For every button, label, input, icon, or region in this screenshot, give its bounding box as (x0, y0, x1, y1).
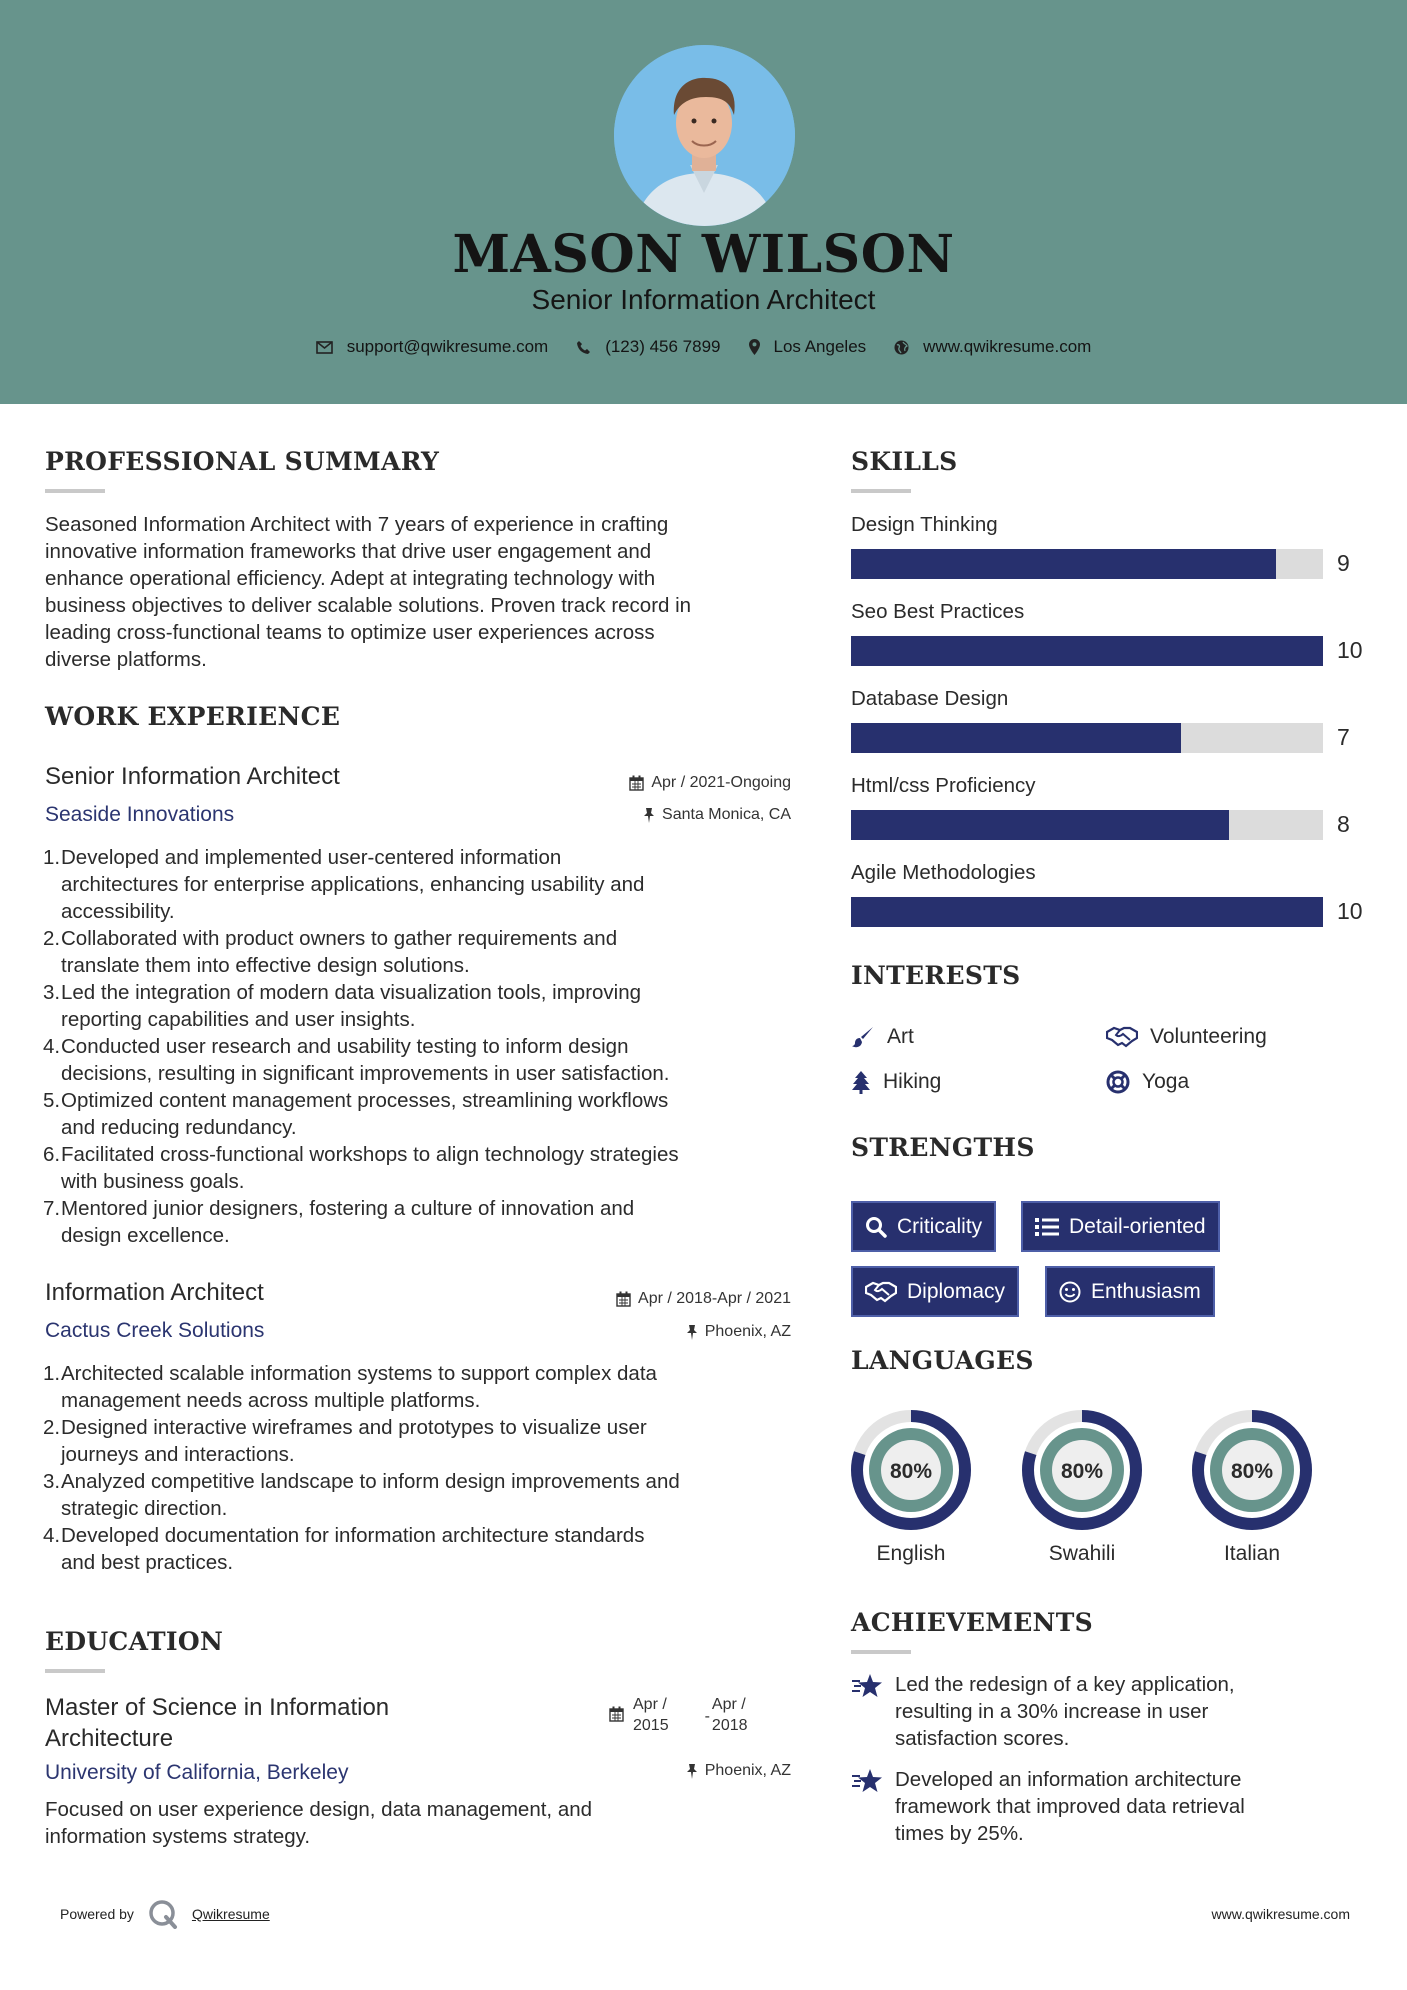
header-band (0, 0, 1407, 404)
education-heading: EDUCATION (45, 1627, 224, 1656)
strengths-heading: STRENGTHS (851, 1133, 1035, 1162)
language-name: Italian (1223, 1542, 1281, 1565)
handshake-icon (865, 1281, 897, 1303)
strength-chip-detail-oriented (1021, 1201, 1220, 1252)
skill-bar-track (851, 723, 1323, 753)
education-location-text: Phoenix, AZ (704, 1762, 791, 1779)
achievement-text (895, 1766, 1245, 1847)
list-text: Collaborated with product owners to gather requirements and (61, 927, 618, 950)
paintbrush-icon (851, 1025, 875, 1049)
contact-phone-text: (123) 456 7899 (605, 337, 721, 356)
smile-icon (1059, 1281, 1081, 1303)
summary-line: innovative information frameworks that drive user engagement and (45, 540, 652, 563)
strength-chip-diplomacy (851, 1266, 1019, 1317)
list-item (43, 1549, 680, 1576)
achievements-rule (851, 1650, 911, 1654)
summary-text (45, 511, 691, 673)
degree-line: Architecture (45, 1725, 174, 1752)
list-text: accessibility. (61, 900, 175, 923)
interest-hiking (851, 1070, 941, 1094)
list-number (43, 1222, 61, 1249)
list-number: 5. (43, 1089, 61, 1112)
date-end (712, 1694, 748, 1736)
languages-heading: LANGUAGES (851, 1346, 1034, 1375)
interest-label: Hiking (883, 1070, 942, 1093)
language-item (1190, 1408, 1314, 1565)
calendar-icon (609, 1706, 624, 1722)
list-text: management needs across multiple platforms. (61, 1389, 481, 1412)
skill-value: 10 (1337, 898, 1363, 924)
list-number: 6. (43, 1143, 61, 1166)
degree-title (45, 1692, 389, 1754)
list-text: and best practices. (61, 1551, 234, 1574)
job-location (686, 1323, 791, 1341)
star-icon (851, 1673, 883, 1699)
calendar-icon (616, 1291, 631, 1307)
pushpin-icon (686, 1324, 698, 1340)
strength-chip-enthusiasm (1045, 1266, 1215, 1317)
list-number (43, 1114, 61, 1141)
strength-label: Diplomacy (907, 1279, 1006, 1303)
language-name: Swahili (1048, 1542, 1116, 1565)
language-percent: 80% (1060, 1460, 1104, 1483)
list-number (43, 1006, 61, 1033)
skills-heading: SKILLS (851, 447, 958, 476)
degree-line: Master of Science in Information (45, 1694, 390, 1721)
list-text: journeys and interactions. (61, 1443, 295, 1466)
skill-value: 7 (1337, 724, 1350, 750)
list-number (43, 1441, 61, 1468)
achievement-line: Led the redesign of a key application, (895, 1673, 1235, 1696)
date-start-year: 2015 (633, 1717, 669, 1734)
school-name: University of California, Berkeley (45, 1761, 349, 1784)
list-number: 4. (43, 1524, 61, 1547)
list-item (43, 979, 679, 1006)
list-item (43, 1468, 680, 1495)
skill-bar-fill (851, 810, 1229, 840)
job-company: Seaside Innovations (45, 803, 235, 826)
skill-bar-track (851, 549, 1323, 579)
skill-label: Html/css Proficiency (851, 774, 1036, 797)
list-item (43, 1141, 679, 1168)
summary-line: diverse platforms. (45, 648, 207, 671)
list-item (43, 1387, 680, 1414)
job-location (643, 806, 791, 824)
list-number: 7. (43, 1197, 61, 1220)
date-start (633, 1694, 669, 1736)
job-date (629, 774, 791, 792)
list-text: Designed interactive wireframes and prototypes to visualize user (61, 1416, 647, 1439)
interest-yoga (1106, 1070, 1189, 1094)
achievement-line: satisfaction scores. (895, 1727, 1070, 1750)
list-item (43, 1006, 679, 1033)
candidate-name: MASON WILSON (452, 224, 955, 285)
job-company: Cactus Creek Solutions (45, 1319, 265, 1342)
interest-label: Yoga (1142, 1070, 1190, 1093)
job-title: Senior Information Architect (45, 763, 340, 790)
summary-line: business objectives to deliver scalable solutions. Proven track record in (45, 594, 692, 617)
footer-powered-by (60, 1899, 270, 1929)
achievements-heading: ACHIEVEMENTS (851, 1608, 1093, 1637)
powered-by-label: Powered by (60, 1906, 134, 1922)
work-heading: WORK EXPERIENCE (45, 702, 341, 731)
language-ring (849, 1408, 973, 1532)
list-number: 4. (43, 1035, 61, 1058)
date-separator: - (704, 1708, 710, 1725)
list-number (43, 871, 61, 898)
candidate-role: Senior Information Architect (531, 284, 876, 315)
date-end-year: 2018 (711, 1717, 748, 1734)
contact-phone[interactable] (576, 337, 720, 357)
list-item (43, 1360, 680, 1387)
education-desc-line: Focused on user experience design, data management, and (45, 1798, 593, 1821)
list-item (43, 1168, 679, 1195)
language-item (849, 1408, 973, 1565)
interests-heading: INTERESTS (851, 961, 1021, 990)
list-number (43, 952, 61, 979)
summary-line: Seasoned Information Architect with 7 years of experience in crafting (45, 513, 669, 536)
list-item (43, 1522, 680, 1549)
skill-label: Seo Best Practices (851, 600, 1025, 623)
education-location (686, 1762, 791, 1780)
skill-bar-track (851, 810, 1323, 840)
skill-value: 9 (1337, 550, 1350, 576)
achievement-text (895, 1671, 1235, 1752)
list-text: decisions, resulting in significant improvements in user satisfaction. (61, 1062, 670, 1085)
list-text: Facilitated cross-functional workshops to align technology strategies (61, 1143, 679, 1166)
list-text: Developed documentation for information architecture standards (61, 1524, 645, 1547)
skill-bar-fill (851, 549, 1276, 579)
list-text: Mentored junior designers, fostering a culture of innovation and (61, 1197, 635, 1220)
job-location-text: Santa Monica, CA (662, 806, 791, 823)
achievement-line: resulting in a 30% increase in user (895, 1700, 1209, 1723)
list-text: Optimized content management processes, streamlining workflows (61, 1089, 669, 1112)
skill-label: Agile Methodologies (851, 861, 1036, 884)
language-ring (1020, 1408, 1144, 1532)
list-number (43, 1060, 61, 1087)
list-number: 2. (43, 927, 61, 950)
map-pin-icon (749, 339, 760, 355)
list-item (43, 1222, 679, 1249)
list-number (43, 898, 61, 925)
list-number: 1. (43, 846, 61, 869)
language-percent: 80% (889, 1460, 933, 1483)
list-item (43, 1033, 679, 1060)
list-text: Led the integration of modern data visualization tools, improving (61, 981, 642, 1004)
language-name: English (876, 1542, 946, 1565)
list-number: 2. (43, 1416, 61, 1439)
list-text: translate them into effective design solutions. (61, 954, 470, 977)
list-item (43, 925, 679, 952)
strength-label: Detail-oriented (1069, 1214, 1206, 1238)
pushpin-icon (686, 1763, 698, 1779)
achievement-line: framework that improved data retrieval (895, 1795, 1245, 1818)
strength-label: Criticality (897, 1214, 983, 1238)
list-text: reporting capabilities and user insights. (61, 1008, 416, 1031)
achievement-line: Developed an information architecture (895, 1768, 1242, 1791)
education-date (609, 1694, 748, 1736)
list-item (43, 1441, 680, 1468)
list-item (43, 898, 679, 925)
search-icon (865, 1216, 887, 1238)
list-item (43, 1414, 680, 1441)
qwikresume-link[interactable]: Qwikresume (191, 1906, 270, 1922)
summary-rule (45, 489, 105, 493)
pushpin-icon (643, 807, 655, 823)
date-end-month: Apr / (711, 1696, 746, 1713)
contact-website-text: www.qwikresume.com (923, 337, 1092, 356)
lifebuoy-icon (1106, 1070, 1130, 1094)
list-text: architectures for enterprise applications, enhancing usability and (61, 873, 645, 896)
education-desc-line: information systems strategy. (45, 1825, 311, 1848)
list-item (43, 844, 679, 871)
date-start-month: Apr / (633, 1696, 667, 1713)
job-date (616, 1290, 791, 1308)
achievement-line: times by 25%. (895, 1822, 1024, 1845)
interest-art (851, 1025, 914, 1049)
contact-website[interactable] (894, 337, 1091, 357)
interest-label: Art (887, 1025, 914, 1048)
job-location-text: Phoenix, AZ (704, 1323, 791, 1340)
language-ring (1190, 1408, 1314, 1532)
envelope-icon (316, 341, 333, 354)
summary-heading: PROFESSIONAL SUMMARY (45, 447, 440, 476)
skill-bar-fill (851, 723, 1181, 753)
contact-email[interactable] (316, 337, 549, 357)
list-text: and reducing redundancy. (61, 1116, 297, 1139)
language-percent: 80% (1230, 1460, 1274, 1483)
list-text: Conducted user research and usability testing to inform design (61, 1035, 629, 1058)
job-bullets (43, 844, 679, 1249)
list-number (43, 1168, 61, 1195)
list-item (43, 1195, 679, 1222)
contact-location (749, 337, 867, 357)
list-item (43, 871, 679, 898)
skill-bar-fill (851, 636, 1323, 666)
star-icon (851, 1768, 883, 1794)
list-icon (1035, 1217, 1059, 1237)
language-item (1020, 1408, 1144, 1565)
list-item (43, 1060, 679, 1087)
summary-line: enhance operational efficiency. Adept at integrating technology with (45, 567, 656, 590)
list-text: Architected scalable information systems to support complex data (61, 1362, 657, 1385)
job-date-text: Apr / 2018-Apr / 2021 (638, 1290, 791, 1307)
list-text: Developed and implemented user-centered information (61, 846, 562, 869)
handshake-icon (1106, 1026, 1138, 1048)
list-number: 3. (43, 1470, 61, 1493)
list-text: with business goals. (61, 1170, 245, 1193)
skill-bar-fill (851, 897, 1323, 927)
education-description (45, 1796, 592, 1850)
phone-icon (576, 340, 591, 355)
skills-rule (851, 489, 911, 493)
education-rule (45, 1669, 105, 1673)
strength-label: Enthusiasm (1091, 1279, 1201, 1303)
profile-photo (614, 45, 795, 226)
list-number: 3. (43, 981, 61, 1004)
skill-bar-track (851, 636, 1323, 666)
job-date-text: Apr / 2021-Ongoing (651, 774, 791, 791)
list-text: strategic direction. (61, 1497, 228, 1520)
list-item (43, 1087, 679, 1114)
summary-line: leading cross-functional teams to optimize user experiences across (45, 621, 655, 644)
job-title: Information Architect (45, 1279, 264, 1306)
strength-chip-criticality (851, 1201, 996, 1252)
list-item (43, 1114, 679, 1141)
contact-bar (0, 337, 1407, 357)
list-text: Analyzed competitive landscape to inform design improvements and (61, 1470, 680, 1493)
skill-label: Database Design (851, 687, 1009, 710)
job-bullets (43, 1360, 680, 1576)
list-number (43, 1495, 61, 1522)
qwikresume-logo-icon (148, 1899, 178, 1929)
tree-icon (851, 1070, 871, 1094)
list-number (43, 1387, 61, 1414)
achievement-item (851, 1671, 1235, 1752)
contact-email-text: support@qwikresume.com (346, 337, 549, 356)
skill-label: Design Thinking (851, 513, 998, 536)
skill-value: 8 (1337, 811, 1350, 837)
person-avatar-icon (614, 45, 795, 226)
contact-location-text: Los Angeles (773, 337, 867, 356)
interest-label: Volunteering (1150, 1025, 1267, 1048)
list-number (43, 1549, 61, 1576)
footer-website[interactable]: www.qwikresume.com (1211, 1906, 1350, 1922)
list-text: design excellence. (61, 1224, 230, 1247)
calendar-icon (629, 775, 644, 791)
list-item (43, 952, 679, 979)
achievement-item (851, 1766, 1245, 1847)
list-item (43, 1495, 680, 1522)
skill-bar-track (851, 897, 1323, 927)
list-number: 1. (43, 1362, 61, 1385)
globe-icon (894, 340, 909, 355)
skill-value: 10 (1337, 637, 1363, 663)
interest-volunteering (1106, 1025, 1267, 1049)
